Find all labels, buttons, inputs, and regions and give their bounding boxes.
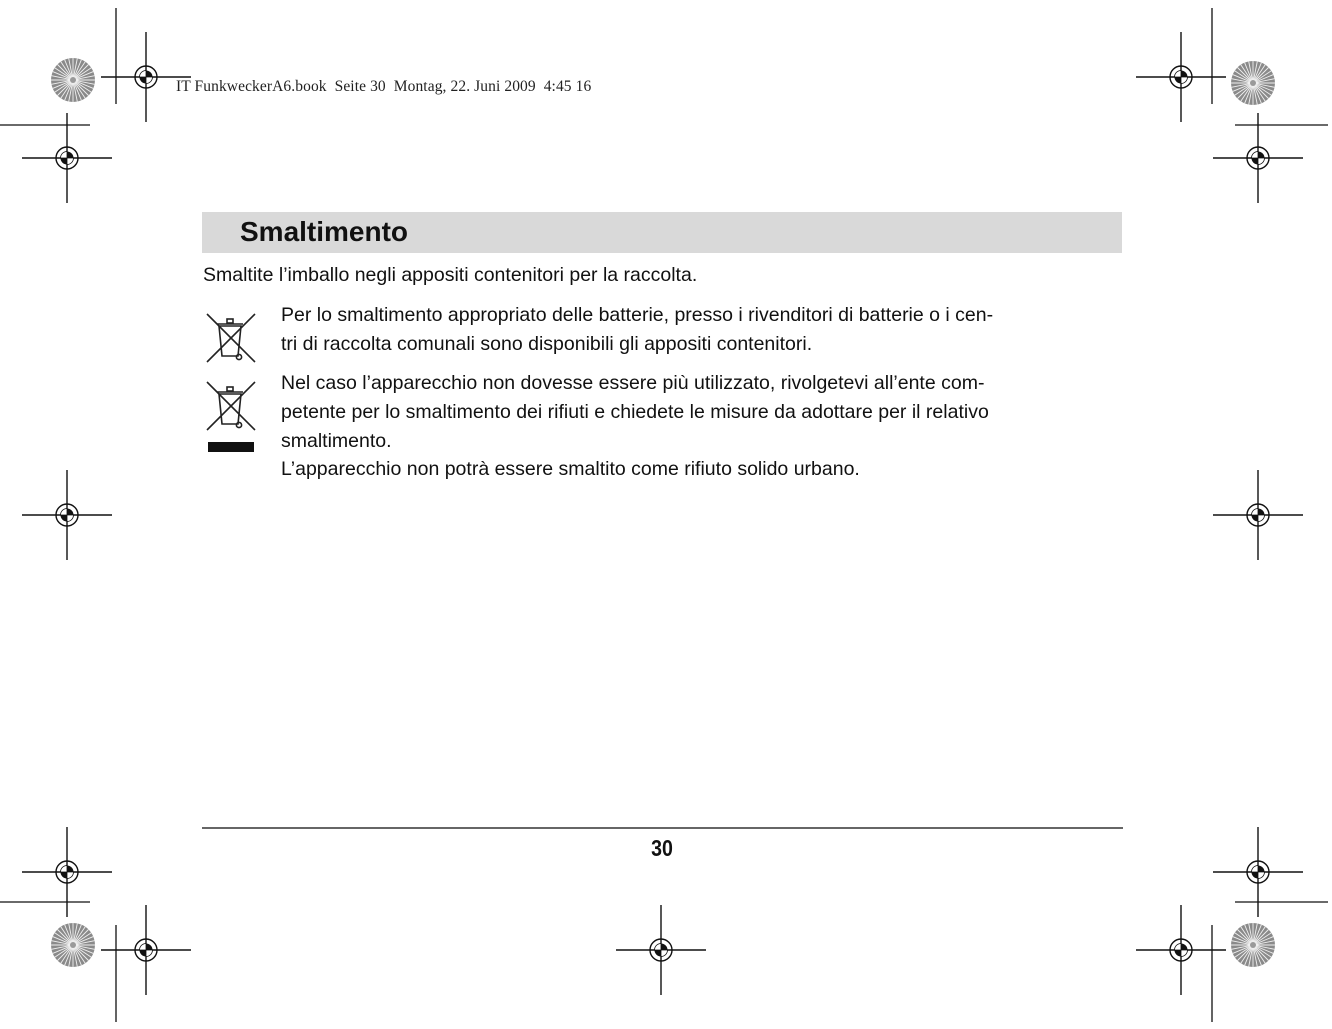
paragraph-line: smaltimento. <box>281 430 392 452</box>
footer-rule <box>202 827 1123 829</box>
section-title: Smaltimento <box>240 216 409 247</box>
urban-waste-notice <box>281 455 1123 484</box>
section-header-bar <box>202 212 1122 253</box>
page-number: 30 <box>651 835 673 861</box>
crossed-out-wheelie-bin-with-bar-icon <box>203 378 259 458</box>
packaging-disposal-text: Smaltite l’imballo negli appositi contenitori per la raccolta. <box>203 264 698 286</box>
paragraph-line: tri di raccolta comunali sono disponibili gli appositi contenitori. <box>281 333 813 355</box>
paragraph-line: Per lo smaltimento appropriato delle batterie, presso i rivenditori di batterie o i cen- <box>281 304 994 326</box>
print-header: IT FunkweckerA6.book Seite 30 Montag, 22. Juni 2009 4:45 16 <box>176 78 592 95</box>
battery-disposal-paragraph <box>281 301 1123 359</box>
paragraph-line: L’apparecchio non potrà essere smaltito come rifiuto solido urbano. <box>281 458 860 480</box>
paragraph-line: petente per lo smaltimento dei rifiuti e chiedete le misure da adottare per il relativo <box>281 401 989 423</box>
device-disposal-paragraph <box>281 369 1123 456</box>
crossed-out-wheelie-bin-icon <box>203 310 259 366</box>
paragraph-line: Nel caso l’apparecchio non dovesse essere più utilizzato, rivolgetevi all’ente com- <box>281 372 985 394</box>
